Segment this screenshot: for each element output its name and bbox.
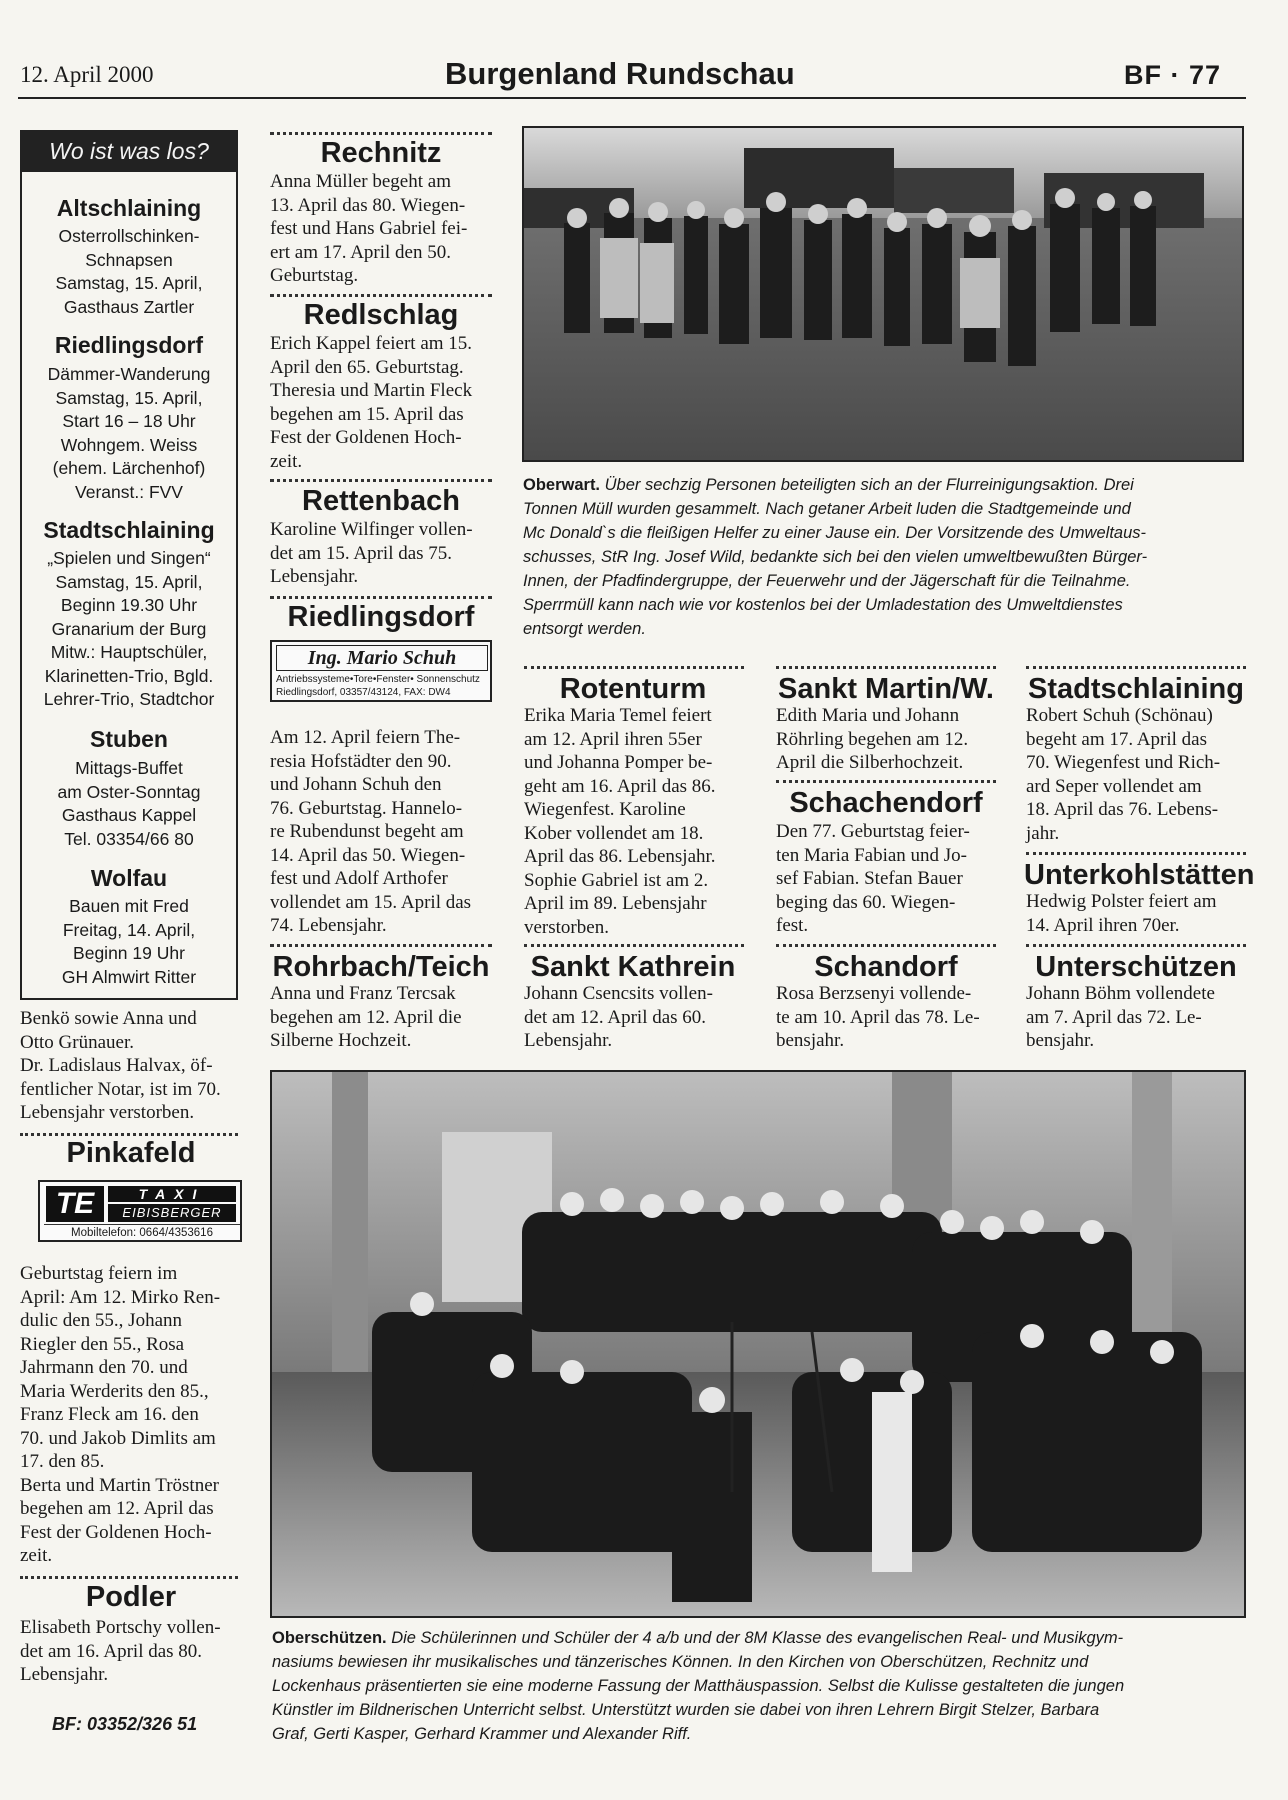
schuh-contact: Riedlingsdorf, 03357/43124, FAX: DW4 (276, 687, 451, 698)
schachendorf-text: Den 77. Geburtstag feier- ten Maria Fabian und Jo- sef Fabian. Stefan Bauer beging das 60. Wiegen- fest. (776, 821, 970, 936)
photo-concert-illustration (272, 1072, 1244, 1616)
divider (1026, 852, 1246, 855)
rechnitz-text: Anna Müller begeht am 13. April das 80. Wiegen- fest und Hans Gabriel fei- ert am 17. April den 50. Geburtstag. (270, 171, 468, 286)
rettenbach-text: Karoline Wilfinger vollen- det am 15. April das 75. Lebensjahr. (270, 519, 473, 587)
riedlingsdorf-text: Am 12. April feiern The- resia Hofstädter den 90. und Johann Schuh den 76. Geburtstag. Hannelo- re Rubendunst begeht am 14. April das 50. Wiegen- fest und Adolf Arthofer vollendet am 15. April das 74. Lebensjahr. (270, 727, 472, 936)
schandorf-text: Rosa Berzsenyi vollende- te am 10. April das 78. Le- bensjahr. (776, 983, 980, 1051)
town-heading-schandorf: Schandorf (814, 951, 958, 983)
divider (1026, 666, 1246, 669)
caption-lead: Oberwart. (523, 476, 601, 494)
issue-date: 12. April 2000 (20, 62, 154, 87)
photo-cleanup-group (522, 126, 1244, 462)
header-rule (18, 97, 1246, 99)
taxi-company: EIBISBERGER (108, 1204, 236, 1222)
caption-lead: Oberschützen. (272, 1629, 387, 1647)
rohrbach-text: Anna und Franz Tercsak begehen am 12. April die Silberne Hochzeit. (270, 983, 462, 1051)
event-details-riedlingsdorf: Dämmer-Wanderung Samstag, 15. April, Start 16 – 18 Uhr Wohngem. Weiss (ehem. Lärchenhof) Veranst.: FVV (47, 364, 211, 502)
divider (1026, 944, 1246, 947)
town-heading-stadtschlaining: Stadtschlaining (1028, 673, 1244, 705)
schuh-company: Ing. Mario Schuh (276, 645, 488, 671)
page-number: BF · 77 (1124, 60, 1222, 90)
col1-continued-text: Benkö sowie Anna und Otto Grünauer. Dr. Ladislaus Halvax, öf- fentlicher Notar, ist im 70. Lebensjahr verstorben. (20, 1008, 221, 1123)
pinkafeld-text: Geburtstag feiern im April: Am 12. Mirko Ren- dulic den 55., Johann Riegler den 55., Rosa Jahrmann den 70. und Maria Werderits den 85., Franz Fleck am 16. den 70. und Jakob Dimlits am 17. den 85. Berta und Martin Tröstner begehen am 12. April das Fest der Goldenen Hoch- zeit. (20, 1263, 221, 1566)
event-details-altschlaining: Osterrollschinken- Schnapsen Samstag, 15. April, Gasthaus Zartler (55, 226, 203, 317)
divider (776, 666, 996, 669)
divider (776, 944, 996, 947)
photo1-caption: Oberwart. Über sechzig Personen beteiligten sich an der Flurreinigungsaktion. Drei Tonnen Müll wurden gesammelt. Nach getaner Arbeit luden die Stadtgemeinde und Mc Donald`s die fleißigen Helfer zu einer Jause ein. Der Vorsitzende des Umweltaus- schusses, StR Ing. Josef Wild, bedankte sich bei den vielen umweltbewußten Bürger- Innen, der Pfadfindergruppe, der Feuerwehr und der Jägerschaft für die Teilnahme. Sperrmüll kann nach wie vor kostenlos bei der Umladestation des Umweltdienstes entsorgt werden. (523, 476, 1148, 638)
rotenturm-text: Erika Maria Temel feiert am 12. April ihren 55er und Johanna Pomper be- geht am 16. April das 86. Wiegenfest. Karoline Kober vollendet am 18. April das 86. Lebensjahr. Sophie Gabriel ist am 2. April im 89. Lebensjahr verstorben. (524, 705, 716, 938)
taxi-logo: TE (46, 1186, 104, 1222)
taxi-label: TAXI (108, 1186, 236, 1202)
town-heading-pinkafeld: Pinkafeld (66, 1137, 196, 1169)
event-details-stadtschlaining: „Spielen und Singen“ Samstag, 15. April, Beginn 19.30 Uhr Granarium der Burg Mitw.: Hauptschüler, Klarinetten-Trio, Bgld. Lehrer-Trio, Stadtchor (43, 548, 215, 709)
town-heading-sankt-kathrein: Sankt Kathrein (530, 951, 736, 983)
town-heading-rechnitz: Rechnitz (320, 137, 442, 169)
town-heading-unterschuetzen: Unterschützen (1035, 951, 1237, 983)
taxi-phone: Mobiltelefon: 0664/4353616 (44, 1224, 240, 1241)
event-town-altschlaining: Altschlaining (56, 195, 202, 221)
town-heading-schachendorf: Schachendorf (789, 787, 983, 819)
divider (524, 944, 744, 947)
schuh-services: Antriebssysteme•Tore•Fenster• Sonnenschutz (276, 674, 480, 685)
contact-phone: BF: 03352/326 51 (52, 1714, 198, 1734)
event-town-stadtschlaining: Stadtschlaining (43, 517, 215, 543)
town-heading-rohrbach: Rohrbach/Teich (272, 951, 490, 983)
event-town-stuben: Stuben (90, 726, 168, 752)
sankt-martin-text: Edith Maria und Johann Röhrling begehen am 12. April die Silberhochzeit. (776, 705, 969, 773)
event-town-wolfau: Wolfau (90, 865, 168, 891)
divider (270, 479, 492, 482)
podler-text: Elisabeth Portschy vollen- det am 16. April das 80. Lebensjahr. (20, 1617, 221, 1685)
sankt-kathrein-text: Johann Csencsits vollen- det am 12. April das 60. Lebensjahr. (524, 983, 713, 1051)
photo-cleanup-illustration (524, 128, 1242, 460)
town-heading-riedlingsdorf: Riedlingsdorf (287, 601, 475, 633)
photo2-caption: Oberschützen. Die Schülerinnen und Schüler der 4 a/b und der 8M Klasse des evangelischen Real- und Musikgym- nasiums bewiesen ihr musikalisches und tänzerisches Können. In den Kirchen von Oberschützen, Rechnitz und Lockenhaus präsentierten sie eine moderne Fassung der Matthäuspassion. Selbst die Kulisse gestalteten die jungen Künstler im Bildnerischen Unterricht selbst. Unterstützt wurden sie dabei von ihren Lehrern Birgit Stelzer, Barbara Graf, Gerti Kasper, Gerhard Krammer und Alexander Riff. (272, 1629, 1125, 1743)
town-heading-podler: Podler (85, 1581, 177, 1613)
town-heading-sankt-martin: Sankt Martin/W. (778, 673, 994, 705)
divider (524, 666, 744, 669)
divider (776, 780, 996, 783)
unterkohlstaetten-text: Hedwig Polster feiert am 14. April ihren 70er. (1026, 891, 1217, 936)
town-heading-unterkohlstaetten: Unterkohlstätten (1024, 859, 1255, 891)
divider (270, 596, 492, 599)
event-town-riedlingsdorf: Riedlingsdorf (54, 332, 204, 358)
photo-concert (270, 1070, 1246, 1618)
divider (270, 294, 492, 297)
divider (270, 132, 492, 135)
publication-title: Burgenland Rundschau (445, 56, 795, 91)
event-details-stuben: Mittags-Buffet am Oster-Sonntag Gasthaus Kappel Tel. 03354/66 80 (57, 758, 201, 849)
town-heading-rettenbach: Rettenbach (302, 485, 460, 517)
town-heading-rotenturm: Rotenturm (559, 673, 707, 705)
events-heading: Wo ist was los? (20, 130, 238, 172)
taxi-advertisement (38, 1180, 242, 1242)
town-heading-redlschlag: Redlschlag (303, 299, 459, 331)
divider (20, 1576, 238, 1579)
stadtschlaining-text: Robert Schuh (Schönau) begeht am 17. April das 70. Wiegenfest und Rich- ard Seper vollendet am 18. April das 76. Lebens- jahr. (1026, 705, 1221, 844)
schuh-advertisement (270, 640, 492, 702)
event-details-wolfau: Bauen mit Fred Freitag, 14. April, Beginn 19 Uhr GH Almwirt Ritter (61, 896, 197, 987)
unterschuetzen-text: Johann Böhm vollendete am 7. April das 72. Le- bensjahr. (1026, 983, 1215, 1051)
redlschlag-text: Erich Kappel feiert am 15. April den 65. Geburtstag. Theresia und Martin Fleck begehen am 15. April das Fest der Goldenen Hoch- zeit. (270, 333, 473, 472)
divider (270, 944, 492, 947)
